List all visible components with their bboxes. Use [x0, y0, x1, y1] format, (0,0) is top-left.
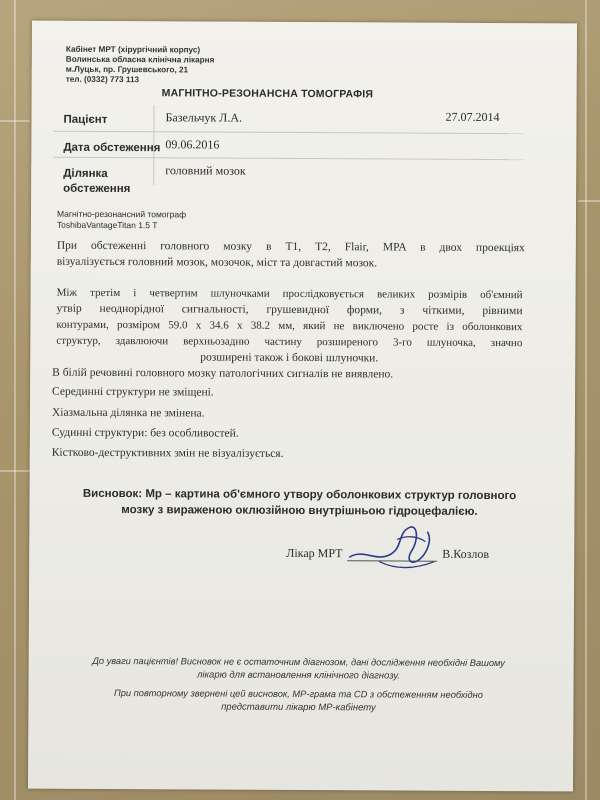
clinic-line: Кабінет МРТ (хірургічний корпус)	[65, 44, 201, 55]
clinic-header	[66, 45, 215, 86]
conclusion	[49, 486, 549, 521]
doctor-name: В.Козлов	[442, 546, 490, 561]
area-label	[63, 167, 130, 197]
table-divider	[53, 131, 523, 134]
table-divider	[53, 157, 523, 160]
device-line: Магнітно-резонансний томограф	[56, 208, 187, 220]
area-value: головний мозок	[165, 163, 246, 178]
floor-tile-line	[578, 200, 600, 202]
body-line: Між третім і четвертим шлуночками прослідковується великих розмірів об'ємний	[56, 286, 523, 302]
device-line: ToshibaVantageTitan 1.5 T	[56, 219, 158, 231]
body-line: розширені також і бокові шлуночки.	[200, 351, 379, 365]
patient-name: Базельчук Л.А.	[165, 110, 243, 125]
conclusion-line: мозку з вираженою оклюзійною внутрішньою гідроцефалією.	[121, 504, 478, 518]
floor-tile-line	[585, 0, 587, 800]
floor-tile-line	[0, 470, 30, 472]
footer-line: представити лікарю МР-кабінету	[221, 701, 376, 714]
area-label-line: Ділянка	[63, 167, 108, 180]
body-line: структур, здавлюючи верхньозадню частину розширеного 3-го шлуночка, значно	[56, 334, 523, 350]
signature-scribble	[339, 517, 449, 578]
birth-date: 27.07.2014	[445, 109, 500, 125]
patient-label: Пацієнт	[63, 113, 108, 126]
device-info	[57, 209, 186, 232]
body-line: В білій речовині головного мозку патологічних сигналів не виявлено.	[52, 366, 394, 381]
body-line: При обстеженні головного мозку в Т1, Т2, Flair, MPA в двох проекціях	[56, 239, 525, 255]
exam-date-label: Дата обстеження	[63, 141, 161, 155]
body-line: контурами, розміром 59.0 х 34.6 х 38.2 мм, який не виключено росте із оболонкових	[56, 318, 523, 334]
body-line: Кістково-деструктивних змін не візуалізується.	[51, 446, 284, 460]
floor-tile-line	[0, 120, 30, 122]
body-line: Серединні структури не зміщені.	[52, 385, 214, 399]
body-line: Хіазмальна ділянка не змінена.	[51, 406, 205, 420]
clinic-line: тел. (0332) 773 113	[65, 74, 140, 85]
signature-stroke	[349, 527, 429, 563]
footer-line: При повторному звернені цей висновок, МР-грама та CD з обстеженням необхідно	[114, 688, 483, 700]
body-line: Судинні структури: без особливостей.	[51, 426, 239, 440]
clinic-line: Волинська обласна клінічна лікарня	[65, 54, 215, 65]
footer-line: До уваги пацієнтів! Висновок не є остаточним діагнозом, дані дослідження необхідні Вашому	[92, 655, 505, 669]
area-label-line: обстеження	[63, 182, 131, 196]
conclusion-line: Висновок: Мр – картина об'ємного утвору оболонкових структур головного	[82, 487, 517, 503]
body-line: візуалізується головний мозок, мозочок, міст та довгастий мозок.	[56, 255, 378, 270]
medical-report-page	[28, 21, 577, 792]
report-title: МАГНІТНО-РЕЗОНАНСНА ТОМОГРАФІЯ	[161, 87, 374, 101]
footer-note	[48, 655, 548, 716]
body-line: утвір неоднорідної сигнальності, грушевидної форми, з чіткими, рівними	[56, 302, 523, 318]
exam-date: 09.06.2016	[165, 137, 220, 152]
clinic-line: м.Луцьк, пр. Грушевського, 21	[65, 64, 189, 75]
doctor-label: Лікар МРТ	[286, 545, 343, 561]
footer-line: лікарю для встановлення клінічного діагнозу.	[197, 669, 401, 682]
